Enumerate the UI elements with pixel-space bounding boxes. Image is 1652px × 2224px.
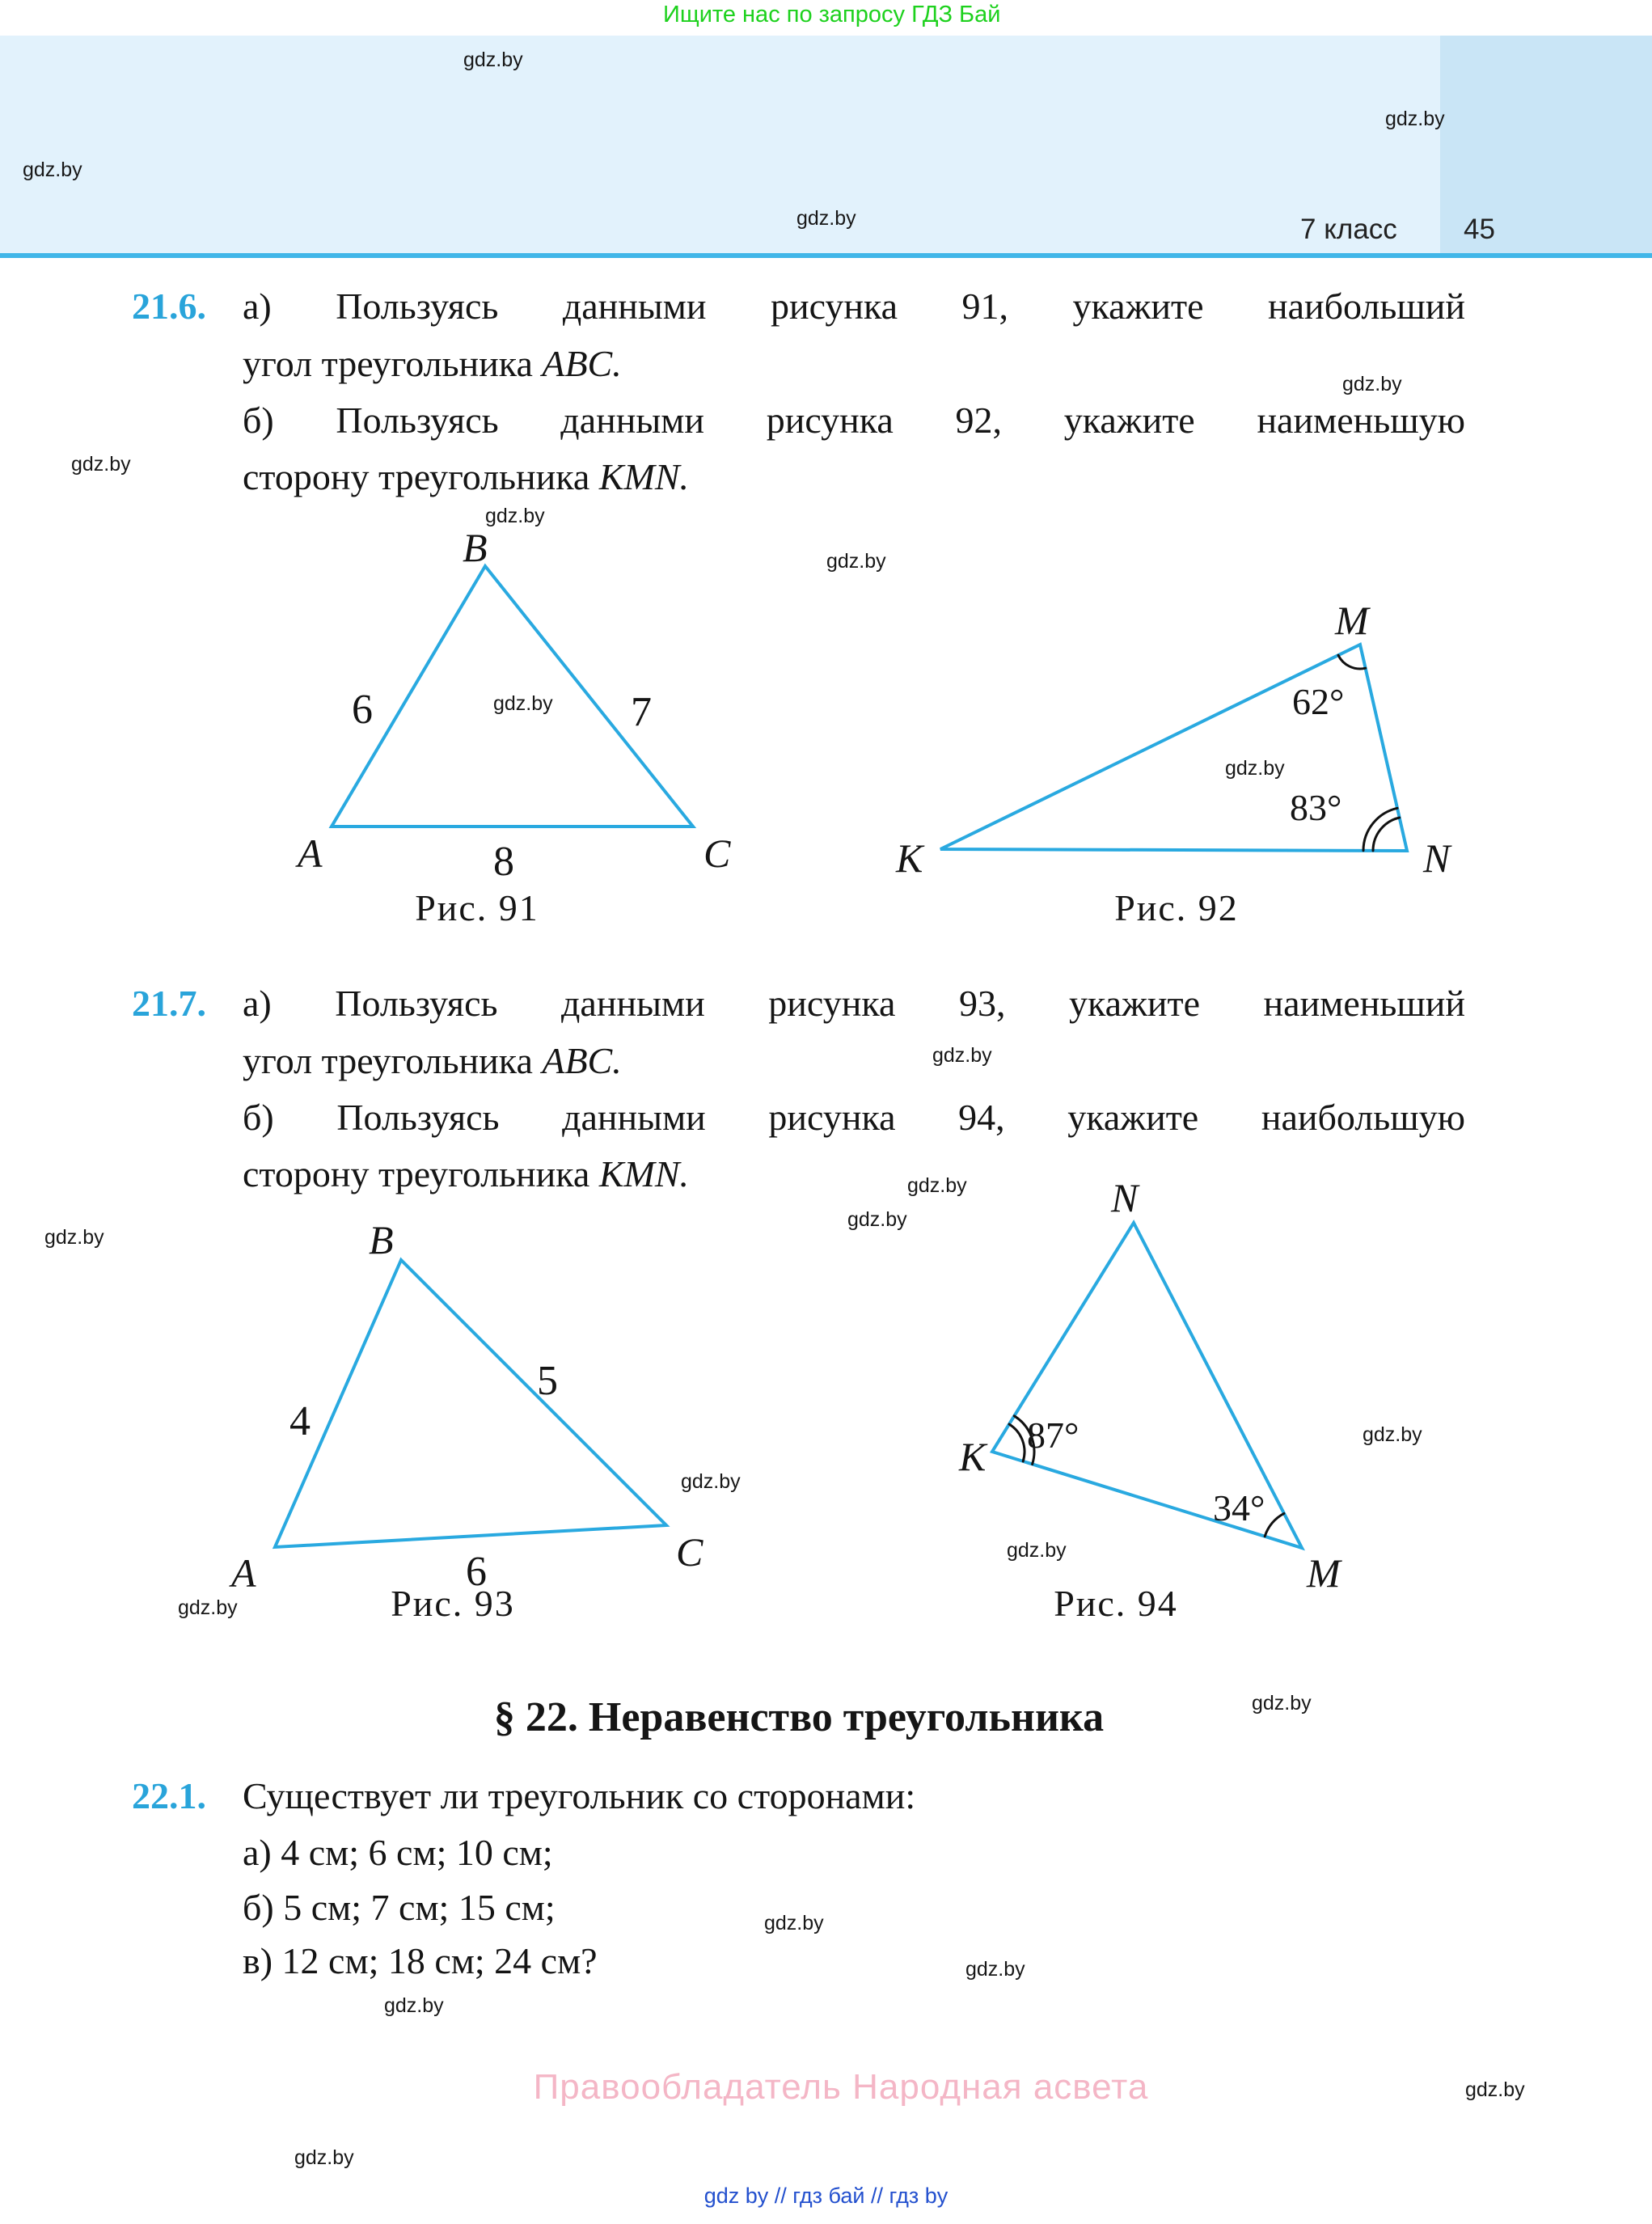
angle-arc-k-inner-94 <box>1009 1424 1025 1461</box>
fig92-vertex-n: N <box>1423 835 1451 881</box>
problem-21-6-line-a1: а) Пользуясь данными рисунка 91, укажите наибольший <box>243 285 1465 327</box>
watermark: gdz.by <box>71 453 131 476</box>
figure-92-drawing <box>922 627 1431 869</box>
fig91-side-bc: 7 <box>631 689 652 735</box>
triangle-abc-93 <box>275 1260 666 1547</box>
watermark: gdz.by <box>493 692 553 715</box>
watermark: gdz.by <box>1225 757 1285 780</box>
watermark: gdz.by <box>463 49 523 71</box>
fig92-vertex-m: M <box>1335 598 1369 643</box>
problem-21-7-line-a2-text: угол треугольника <box>243 1040 543 1081</box>
problem-22-1-item-c: в) 12 см; 18 см; 24 см? <box>243 1940 598 1981</box>
problem-21-6-line-a2-text: угол треугольника <box>243 343 543 384</box>
problem-22-1-item-a: а) 4 см; 6 см; 10 см; <box>243 1832 553 1873</box>
fig94-caption: Рис. 94 <box>1054 1583 1178 1624</box>
problem-21-6-line-a2-math: ABC. <box>542 343 622 384</box>
problem-21-7-line-b2-math: KMN. <box>598 1153 690 1194</box>
problem-21-6-line-a2 <box>243 342 622 385</box>
figure-93-drawing <box>251 1237 703 1561</box>
figure-91-drawing <box>315 550 712 845</box>
problem-21-7-line-b1: б) Пользуясь данными рисунка 94, укажите наибольшую <box>243 1097 1465 1138</box>
watermark: gdz.by <box>847 1208 907 1231</box>
problem-number-21-7: 21.7. <box>132 983 206 1024</box>
watermark: gdz.by <box>23 159 82 181</box>
fig91-side-ab: 6 <box>352 687 373 733</box>
fig94-vertex-k: K <box>959 1434 987 1479</box>
fig92-angle-m: 62° <box>1292 681 1345 722</box>
problem-22-1-item-b: б) 5 см; 7 см; 15 см; <box>243 1887 556 1928</box>
watermark: gdz.by <box>764 1912 824 1934</box>
fig91-vertex-a: A <box>298 831 323 876</box>
fig91-caption: Рис. 91 <box>415 887 539 928</box>
angle-arc-n-inner-92 <box>1373 818 1400 851</box>
page-number: 45 <box>1464 214 1495 245</box>
watermark: gdz.by <box>485 505 545 527</box>
grade-label: 7 класс <box>1300 214 1397 245</box>
watermark: gdz.by <box>1007 1539 1067 1562</box>
problem-21-7-line-b2 <box>243 1152 689 1195</box>
fig91-vertex-c: C <box>703 831 731 876</box>
problem-21-6-line-b2-text: сторону треугольника <box>243 456 599 497</box>
watermark: gdz.by <box>1385 108 1445 130</box>
problem-21-7-line-a2 <box>243 1039 622 1082</box>
problem-22-1-intro: Существует ли треугольник со сторонами: <box>243 1775 916 1816</box>
watermark: gdz.by <box>44 1226 104 1249</box>
fig93-vertex-c: C <box>676 1529 703 1575</box>
fig92-caption: Рис. 92 <box>1114 887 1239 928</box>
fig92-angle-n: 83° <box>1290 787 1342 828</box>
fig94-angle-k: 87° <box>1027 1414 1080 1456</box>
problem-number-21-6: 21.6. <box>132 285 206 327</box>
fig91-vertex-b: B <box>463 525 488 570</box>
problem-21-6-line-b2-math: KMN. <box>598 456 690 497</box>
fig93-vertex-a: A <box>231 1550 256 1596</box>
fig94-vertex-m: M <box>1307 1550 1341 1596</box>
figure-94-drawing <box>954 1201 1358 1569</box>
angle-arc-m-94 <box>1265 1513 1284 1536</box>
fig93-side-ab: 4 <box>289 1398 311 1444</box>
fig93-vertex-b: B <box>369 1217 394 1262</box>
watermark: gdz.by <box>796 207 856 230</box>
problem-21-6-line-b2 <box>243 455 689 498</box>
watermark: gdz.by <box>907 1174 967 1197</box>
copyright-text: Правообладатель Народная асвета <box>533 2067 1149 2107</box>
watermark: gdz.by <box>294 2146 354 2169</box>
problem-number-22-1: 22.1. <box>132 1775 206 1816</box>
watermark: gdz.by <box>826 550 886 573</box>
fig94-angle-m: 34° <box>1213 1487 1265 1528</box>
fig91-side-ac: 8 <box>493 839 514 885</box>
watermark: gdz.by <box>1252 1692 1312 1715</box>
problem-21-7-line-a2-math: ABC. <box>542 1040 622 1081</box>
section-22-title: § 22. Неравенство треугольника <box>493 1694 1105 1740</box>
watermark: gdz.by <box>932 1044 992 1067</box>
problem-21-7-line-b2-text: сторону треугольника <box>243 1153 599 1194</box>
watermark: gdz.by <box>384 1994 444 2017</box>
watermark: gdz.by <box>681 1470 741 1493</box>
watermark: gdz.by <box>965 1958 1025 1981</box>
watermark: gdz.by <box>1363 1423 1422 1446</box>
problem-21-6-line-b1: б) Пользуясь данными рисунка 92, укажите наименьшую <box>243 400 1465 441</box>
watermark: gdz.by <box>178 1596 238 1619</box>
footer-links-text: gdz by // гдз бай // гдз by <box>703 2184 949 2208</box>
fig93-caption: Рис. 93 <box>391 1583 515 1624</box>
watermark: gdz.by <box>1465 2078 1525 2101</box>
fig92-vertex-k: K <box>896 835 923 881</box>
top-promo-text: Ищите нас по запросу ГДЗ Бай <box>663 2 1001 27</box>
watermark: gdz.by <box>1342 373 1402 395</box>
fig93-side-bc: 5 <box>537 1358 558 1404</box>
problem-21-7-line-a1: а) Пользуясь данными рисунка 93, укажите наименьший <box>243 983 1465 1024</box>
fig93-side-ac: 6 <box>466 1549 487 1595</box>
fig94-vertex-n: N <box>1111 1175 1139 1220</box>
